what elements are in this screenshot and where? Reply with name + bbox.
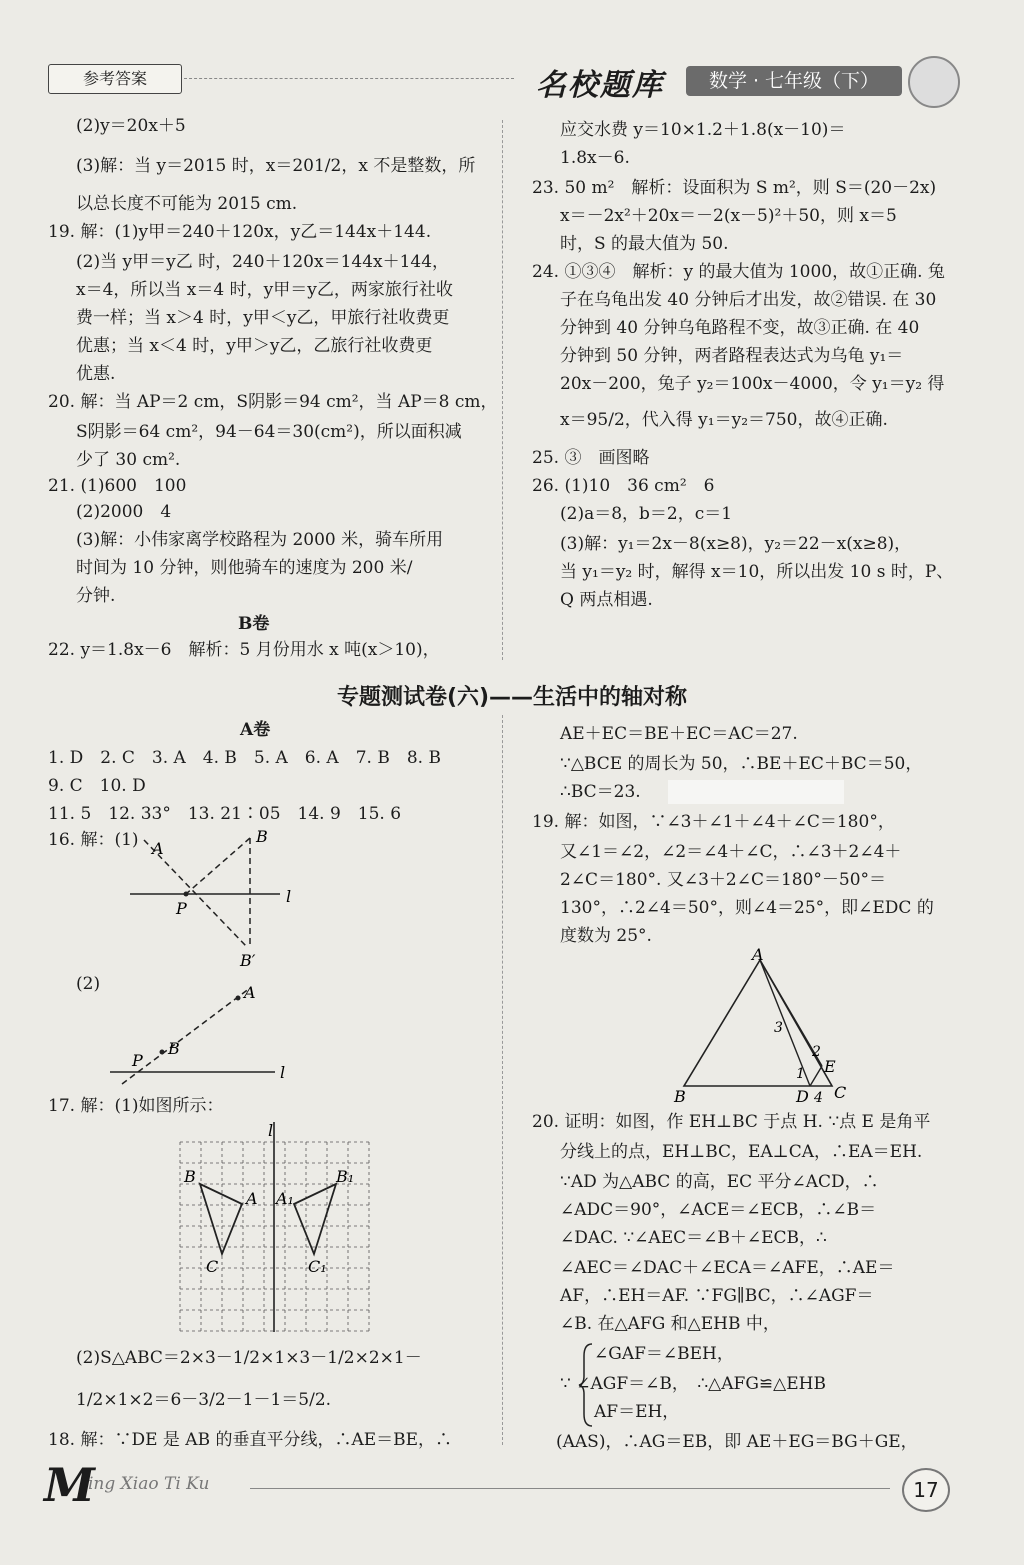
text-line: 应交水费 y＝10×1.2＋1.8(x－10)＝ (560, 120, 846, 140)
text-line: (3)解：当 y＝2015 时，x＝201/2，x 不是整数，所 (76, 156, 476, 176)
footer-line (250, 1488, 890, 1489)
text-line: 时间为 10 分钟，则他骑车的速度为 200 米/ (76, 558, 413, 578)
text-line: ∵AD 为△ABC 的高，EC 平分∠ACD，∴ (560, 1172, 879, 1192)
text-line: S阴影＝64 cm²，94－64＝30(cm²)，所以面积减 (76, 422, 462, 442)
text-line: 20x－200，兔子 y₂＝100x－4000，令 y₁＝y₂ 得 (560, 374, 945, 394)
label-b1: B₁ (336, 1167, 355, 1186)
figure-16-2 (100, 980, 300, 1090)
text-line: 优惠. (76, 364, 116, 384)
text-line: 21. (1)600 100 (48, 476, 187, 496)
label-b: B (184, 1167, 196, 1186)
text-line: 1.8x－6. (560, 148, 630, 168)
section-b-label: B卷 (238, 614, 270, 634)
text-line: ∴BC＝23. (560, 782, 641, 802)
text-line: ∠B. 在△AFG 和△EHB 中， (560, 1314, 780, 1334)
text-line: 17. 解：(1)如图所示： (48, 1096, 224, 1116)
page-number: 17 (902, 1468, 950, 1512)
text-line: 19. 解：如图，∵∠3＋∠1＋∠4＋∠C＝180°， (532, 812, 895, 832)
text-line: ∵ ∠AGF＝∠B， ∴△AFG≌△EHB (560, 1374, 826, 1394)
figure-16-1 (110, 824, 320, 974)
text-line: 130°，∴2∠4＝50°，则∠4＝25°，即∠EDC 的 (560, 898, 934, 918)
text-line: ∠AEC＝∠DAC＋∠ECA＝∠AFE，∴AE＝ (560, 1258, 895, 1278)
text-line: (2)当 y甲＝y乙 时，240＋120x＝144x＋144， (76, 252, 450, 272)
text-line: 时，S 的最大值为 50. (560, 234, 729, 254)
section-a-label: A卷 (240, 720, 271, 740)
text-line: 分钟到 50 分钟，两者路程表达式为乌龟 y₁＝ (560, 346, 904, 366)
answer-tag: 参考答案 (48, 64, 182, 94)
label-l: l (280, 1063, 286, 1082)
text-line: (2)2000 4 (76, 502, 172, 522)
triangle-abc (200, 1184, 242, 1254)
line-b-p (186, 838, 250, 894)
text-line: 度数为 25°. (560, 926, 652, 946)
footer-logo-m: M (44, 1458, 95, 1512)
text-line: 9. C 10. D (48, 776, 146, 796)
figure-19-triangle (670, 948, 850, 1108)
label-b: B (168, 1039, 180, 1058)
text-line: (3)解：y₁＝2x－8(x≥8)，y₂＝22－x(x≥8)， (560, 534, 912, 554)
text-line: 20. 解：当 AP＝2 cm，S阴影＝94 cm²，当 AP＝8 cm， (48, 392, 498, 412)
text-line: Q 两点相遇. (560, 590, 653, 610)
section-title: 专题测试卷(六)——生活中的轴对称 (336, 685, 688, 710)
text-line: ∠DAC. ∵∠AEC＝∠B＋∠ECB，∴ (560, 1228, 827, 1248)
label-a: A (246, 1189, 258, 1208)
label-b: B (674, 1087, 686, 1106)
point-a (236, 996, 241, 1001)
text-line: 又∠1＝∠2，∠2＝∠4＋∠C，∴∠3＋2∠4＋ (560, 842, 902, 862)
label-a1: A₁ (276, 1189, 294, 1208)
text-line: x＝4，所以当 x＝4 时，y甲＝y乙，两家旅行社收 (76, 280, 453, 300)
brace-icon (578, 1342, 594, 1428)
text-line: x＝－2x²＋20x＝－2(x－5)²＋50，则 x＝5 (560, 206, 897, 226)
text-line: 26. (1)10 36 cm² 6 (532, 476, 715, 496)
text-line: ∠GAF＝∠BEH， (594, 1344, 734, 1364)
text-line: x＝95/2，代入得 y₁＝y₂＝750，故④正确. (560, 410, 888, 430)
text-line: 19. 解：(1)y甲＝240＋120x，y乙＝144x＋144. (48, 222, 432, 242)
label-b: B (256, 827, 268, 846)
triangle-abc (684, 960, 832, 1086)
text-line: ∠ADC＝90°，∠ACE＝∠ECB，∴∠B＝ (560, 1200, 877, 1220)
label-c1: C₁ (308, 1257, 327, 1276)
text-line: 1. D 2. C 3. A 4. B 5. A 6. A 7. B 8. B (48, 748, 441, 768)
text-line: 分钟. (76, 586, 116, 606)
label-p: P (132, 1051, 143, 1070)
brand-title: 名校题库 (536, 68, 664, 103)
label-l: l (286, 887, 292, 906)
text-line: 子在乌龟出发 40 分钟后才出发，故②错误. 在 30 (560, 290, 937, 310)
text-line: 22. y＝1.8x－6 解析：5 月份用水 x 吨(x＞10)， (48, 640, 440, 660)
text-line: 24. ①③④ 解析：y 的最大值为 1000，故①正确. 兔 (532, 262, 945, 282)
text-line: 以总长度不可能为 2015 cm. (76, 194, 298, 214)
column-divider-top (502, 120, 503, 660)
blurred-region (668, 780, 844, 804)
text-line: AE＋EC＝BE＋EC＝AC＝27. (560, 724, 798, 744)
text-line: 16. 解：(1) (48, 830, 139, 850)
text-line: 费一样；当 x＞4 时，y甲＜y乙，甲旅行社收费更 (76, 308, 450, 328)
label-p: P (176, 899, 187, 918)
label-angle-1: 1 (796, 1066, 805, 1082)
text-line: 分线上的点，EH⊥BC，EA⊥CA，∴EA＝EH. (560, 1142, 923, 1162)
text-line: 1/2×1×2＝6－3/2－1－1＝5/2. (76, 1390, 332, 1410)
text-line: (2)y＝20x＋5 (76, 116, 186, 136)
label-d: D (796, 1087, 809, 1106)
footer-text: ing Xiao Ti Ku (88, 1474, 210, 1494)
text-line: (2) (76, 974, 101, 994)
text-line: (3)解：小伟家离学校路程为 2000 米，骑车所用 (76, 530, 444, 550)
subject-badge: 数学 · 七年级（下） (686, 66, 902, 96)
text-line: (2)a＝8，b＝2，c＝1 (560, 504, 733, 524)
label-e: E (824, 1057, 836, 1076)
label-bprime: B′ (240, 951, 256, 970)
text-line: 25. ③ 画图略 (532, 448, 650, 468)
text-line: AF，∴EH＝AF. ∵FG∥BC，∴∠AGF＝ (560, 1286, 874, 1306)
label-angle-3: 3 (774, 1020, 783, 1036)
text-line: ∵△BCE 的周长为 50，∴BE＋EC＋BC＝50， (560, 754, 923, 774)
line-de (810, 1066, 822, 1086)
header-dash-line (184, 78, 514, 79)
text-line: (AAS)，∴AG＝EB，即 AE＋EG＝BG＋GE， (556, 1432, 918, 1452)
label-a: A (152, 839, 164, 858)
text-line: AF＝EH， (594, 1402, 680, 1422)
label-angle-2: 2 (812, 1044, 821, 1060)
text-line: 2∠C＝180°. 又∠3＋2∠C＝180°－50°＝ (560, 870, 887, 890)
text-line: 23. 50 m² 解析：设面积为 S m²，则 S＝(20－2x) (532, 178, 937, 198)
text-line: 分钟到 40 分钟乌龟路程不变，故③正确. 在 40 (560, 318, 920, 338)
text-line: (2)S△ABC＝2×3－1/2×1×3－1/2×2×1－ (76, 1348, 422, 1368)
text-line: 优惠；当 x＜4 时，y甲＞y乙，乙旅行社收费更 (76, 336, 433, 356)
triangle-a1b1c1 (294, 1184, 336, 1254)
column-divider-bottom (502, 715, 503, 1445)
text-line: 当 y₁＝y₂ 时，解得 x＝10，所以出发 10 s 时，P、 (560, 562, 954, 582)
label-a: A (752, 948, 764, 964)
point-p (184, 892, 189, 897)
label-a: A (244, 983, 256, 1002)
label-l: l (268, 1121, 274, 1140)
text-line: 20. 证明：如图，作 EH⊥BC 于点 H. ∵点 E 是角平 (532, 1112, 931, 1132)
point-b (160, 1050, 165, 1055)
text-line: 18. 解：∵DE 是 AB 的垂直平分线，∴AE＝BE，∴ (48, 1430, 453, 1450)
figure-17-grid (170, 1120, 380, 1340)
label-c: C (206, 1257, 219, 1276)
text-line: 11. 5 12. 33° 13. 21∶05 14. 9 15. 6 (48, 804, 402, 824)
logo-icon (908, 56, 960, 108)
label-c: C (834, 1083, 847, 1102)
label-angle-4: 4 (814, 1090, 823, 1106)
text-line: 少了 30 cm². (76, 450, 181, 470)
